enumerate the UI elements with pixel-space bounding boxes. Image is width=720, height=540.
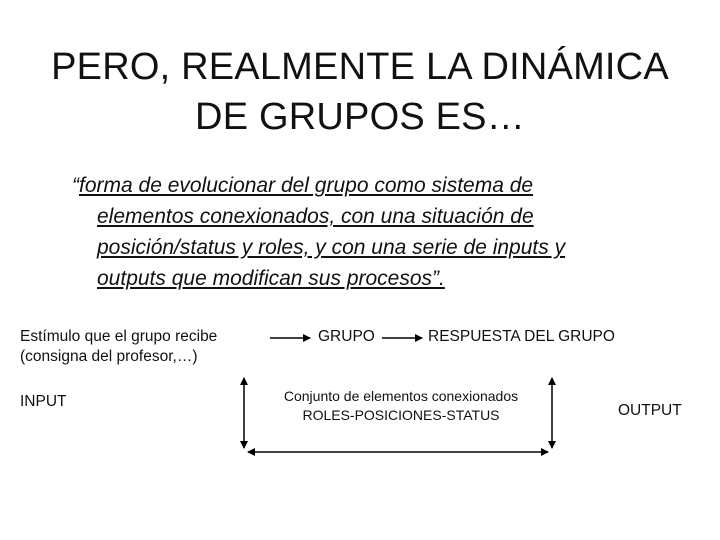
title-line-2: DE GRUPOS ES…	[195, 96, 525, 138]
stimulus-line-1: Estímulo que el grupo recibe	[20, 328, 218, 345]
quote-text-2: elementos conexionados, con una situación de	[97, 205, 534, 228]
output-label: OUTPUT	[618, 402, 682, 419]
input-label: INPUT	[20, 393, 67, 410]
quote-text-1: forma de evolucionar del grupo como sistema de	[79, 174, 534, 197]
group-label: GRUPO	[318, 328, 375, 345]
quote-open-mark: “	[72, 174, 79, 197]
response-label: RESPUESTA DEL GRUPO	[428, 328, 615, 345]
title-line-1: PERO, REALMENTE LA DINÁMICA	[51, 46, 669, 88]
elements-line-2: ROLES-POSICIONES-STATUS	[302, 407, 500, 423]
quote-text-3: posición/status y roles, y con una serie de inputs y	[97, 236, 566, 259]
stimulus-line-2: (consigna del profesor,…)	[20, 348, 198, 365]
quote-text-4: outputs que modifican sus procesos”.	[97, 267, 445, 290]
elements-line-1: Conjunto de elementos conexionados	[283, 388, 519, 404]
